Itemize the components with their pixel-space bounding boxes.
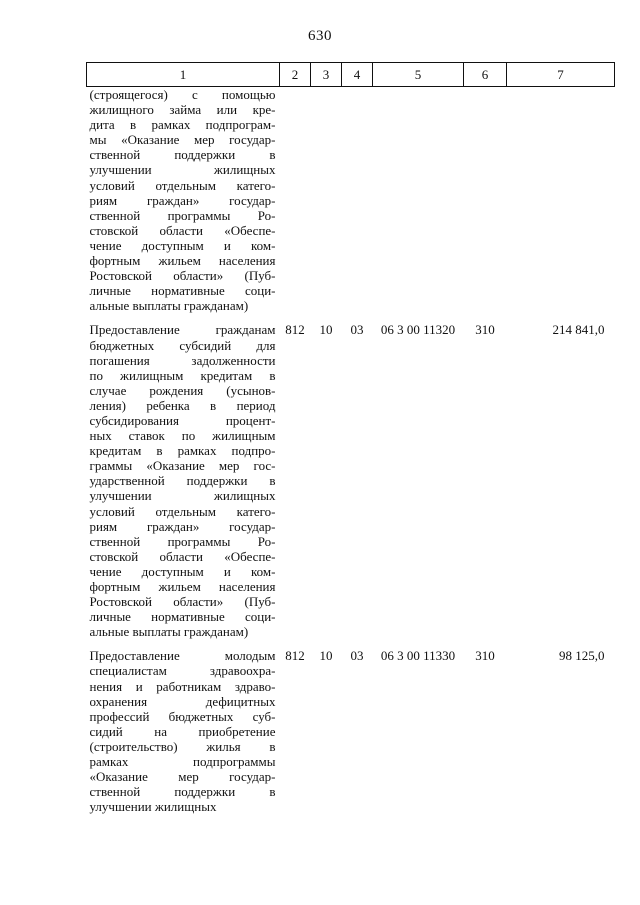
cell-target-article: 06 3 00 11330	[380, 648, 456, 664]
description-line: чение доступным и ком-	[89, 563, 276, 579]
description-line: альные выплаты гражданам)	[89, 298, 249, 314]
description-line: жилищного займа или кре-	[89, 102, 276, 118]
description-line: субсидирования процент-	[89, 412, 276, 428]
row-description	[87, 313, 280, 639]
description-line: граммы «Оказание мер гос-	[89, 458, 276, 474]
table-row	[87, 87, 615, 314]
cell-ministry	[280, 87, 311, 314]
description-line: мы «Оказание мер государ-	[89, 132, 276, 148]
cell-section: 10	[319, 648, 333, 664]
description-line: Ростовской области» (Пуб-	[89, 268, 276, 284]
header-col-5: 5	[373, 63, 464, 87]
header-col-7: 7	[507, 63, 615, 87]
description-line: альные выплаты гражданам)	[89, 624, 249, 640]
cell-ministry: 812	[285, 322, 305, 338]
header-col-6: 6	[464, 63, 507, 87]
description-line: кредитам в рамках подпро-	[89, 443, 276, 459]
description-line: фортным жильем населения	[89, 579, 276, 594]
description-line: стовской области «Обеспе-	[89, 222, 276, 238]
description-line: Предоставление молодым	[89, 648, 276, 664]
description-line: нения и работникам здраво-	[89, 678, 276, 694]
description-line: ударственной поддержки в	[89, 473, 276, 489]
description-line: погашения задолженности	[89, 352, 276, 368]
description-line: ственной программы Ро-	[89, 533, 276, 549]
page-number: 630	[308, 28, 332, 44]
header-row	[87, 63, 615, 87]
description-line: риям граждан» государ-	[89, 518, 276, 534]
cell-target-article	[373, 87, 464, 314]
description-line: бюджетных субсидий для	[89, 337, 276, 353]
description-line: ственной поддержки в	[89, 784, 276, 800]
description-line: дита в рамках подпрограм-	[89, 117, 276, 133]
cell-subsection: 03	[350, 648, 364, 664]
description-line: профессий бюджетных суб-	[89, 708, 276, 724]
cell-expense-type	[464, 87, 507, 314]
header-col-3: 3	[311, 63, 342, 87]
cell-subsection	[342, 87, 373, 314]
description-line: условий отдельным катего-	[89, 177, 276, 193]
description-line: фортным жильем населения	[89, 253, 276, 269]
table-row	[87, 639, 615, 814]
cell-target-article: 06 3 00 11320	[380, 322, 456, 338]
cell-expense-type: 310	[475, 648, 495, 664]
description-line: ных ставок по жилищным	[89, 428, 276, 444]
cell-amount: 214 841,0	[552, 322, 605, 338]
cell-ministry: 812	[285, 648, 305, 664]
description-line: специалистам здравоохра-	[89, 663, 276, 679]
description-line: охранения дефицитных	[89, 693, 276, 709]
row-description	[87, 87, 280, 314]
description-line: по жилищным кредитам в	[89, 367, 276, 383]
cell-subsection: 03	[350, 322, 364, 338]
description-line: «Оказание мер государ-	[89, 769, 276, 785]
table-header	[87, 63, 615, 87]
description-line: чение доступным и ком-	[89, 237, 276, 253]
description-line: рамках подпрограммы	[89, 754, 276, 770]
description-line: личные нормативные соци-	[89, 609, 276, 625]
description-line: ственной программы Ро-	[89, 207, 276, 223]
header-col-2: 2	[280, 63, 311, 87]
description-line: Ростовской области» (Пуб-	[89, 594, 276, 610]
cell-amount: 98 125,0	[559, 648, 605, 664]
cell-section: 10	[319, 322, 333, 338]
description-line: условий отдельным катего-	[89, 503, 276, 519]
description-line: сидий на приобретение	[89, 723, 276, 739]
description-line: ления) ребенка в период	[89, 397, 276, 413]
header-col-1: 1	[87, 63, 280, 87]
table-body	[87, 87, 615, 815]
description-line: ственной поддержки в	[89, 147, 276, 163]
description-line: стовской области «Обеспе-	[89, 548, 276, 564]
description-line: (строительство) жилья в	[89, 738, 276, 754]
description-line: риям граждан» государ-	[89, 192, 276, 208]
description-line: улучшении жилищных	[89, 488, 276, 504]
budget-table	[86, 62, 615, 814]
header-col-4: 4	[342, 63, 373, 87]
description-line: случае рождения (усынов-	[89, 382, 276, 398]
description-line: улучшении жилищных	[89, 799, 217, 815]
cell-section	[311, 87, 342, 314]
table-row	[87, 313, 615, 639]
description-line: улучшении жилищных	[89, 162, 276, 178]
description-line: (строящегося) с помощью	[89, 87, 276, 102]
description-line: личные нормативные соци-	[89, 283, 276, 299]
row-description	[87, 639, 280, 814]
cell-expense-type: 310	[475, 322, 495, 338]
cell-amount	[507, 87, 615, 314]
description-line: Предоставление гражданам	[89, 322, 276, 338]
